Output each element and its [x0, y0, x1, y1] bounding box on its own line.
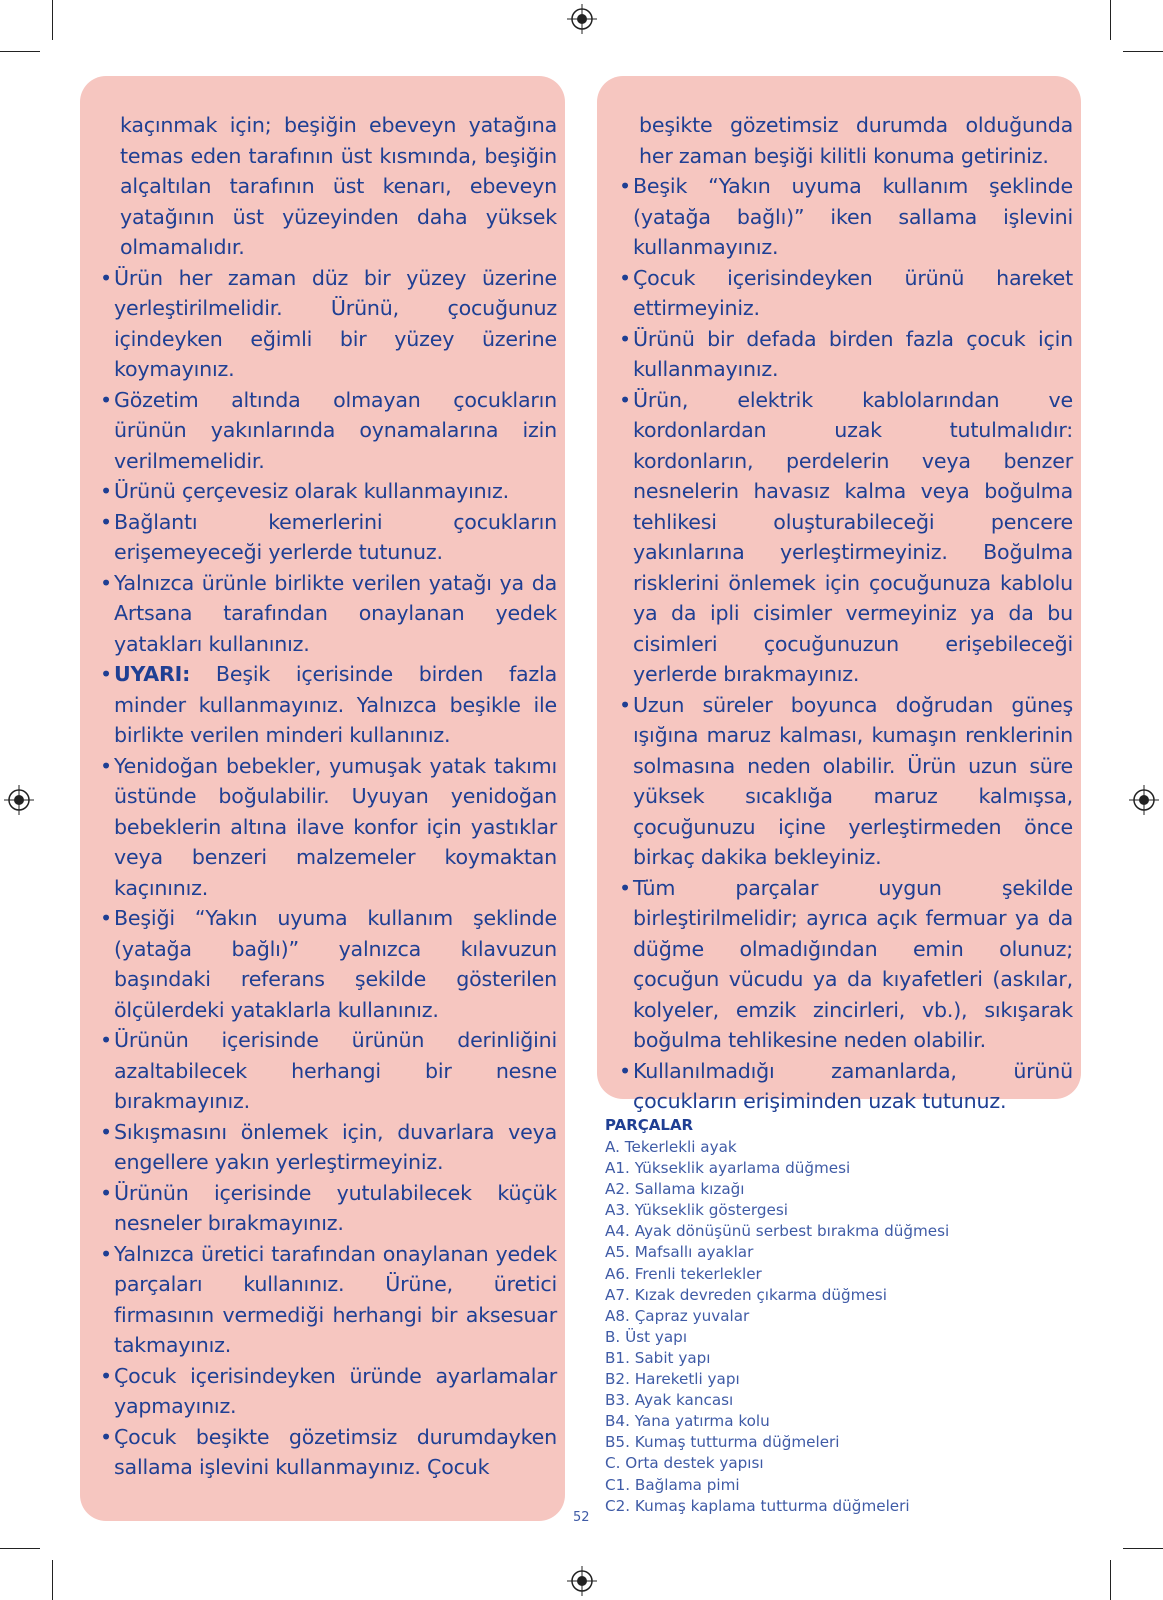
- warning-item: • Yalnızca üretici tarafından onaylanan yedek parçaları kullanınız. Ürüne, üretici firmasının vermediği herhangi bir aksesuar takmayınız.: [98, 1239, 557, 1361]
- warning-item: • Ürünü bir defada birden fazla çocuk için kullanmayınız.: [617, 324, 1073, 385]
- warning-item: • Ürünü çerçevesiz olarak kullanmayınız.: [98, 476, 557, 507]
- crop-mark: [52, 1560, 53, 1600]
- parts-heading: PARÇALAR: [605, 1116, 694, 1134]
- crop-mark: [1123, 1548, 1163, 1549]
- part-item: A1. Yükseklik ayarlama düğmesi: [605, 1159, 851, 1178]
- page-number: 52: [573, 1510, 590, 1525]
- part-item: A. Tekerlekli ayak: [605, 1138, 737, 1156]
- warning-item: • Ürünün içerisinde yutulabilecek küçük nesneler bırakmayınız.: [98, 1178, 557, 1239]
- warning-item: • Çocuk içerisindeyken üründe ayarlamalar yapmayınız.: [98, 1361, 557, 1422]
- registration-mark-icon: [567, 1566, 597, 1596]
- warning-item: beşikte gözetimsiz durumda olduğunda her zaman beşiği kilitli konuma getiriniz.: [639, 113, 1073, 168]
- warning-item: • UYARI: Beşik içerisinde birden fazla minder kullanmayınız. Yalnızca beşikle ile birlikte verilen minderi kullanınız.: [98, 659, 557, 751]
- crop-mark: [1110, 0, 1111, 40]
- part-item: B2. Hareketli yapı: [605, 1370, 740, 1389]
- part-item: C1. Bağlama pimi: [605, 1475, 740, 1494]
- part-item: A4. Ayak dönüşünü serbest bırakma düğmesi: [605, 1222, 950, 1241]
- warning-item: • Yenidoğan bebekler, yumuşak yatak takımı üstünde boğulabilir. Uyuyan yenidoğan bebeklerin altına ilave konfor için yastıklar veya benzeri malzemeler koymaktan kaçınınız.: [98, 751, 557, 904]
- part-item: A8. Çapraz yuvalar: [605, 1306, 750, 1325]
- warning-item: • Kullanılmadığı zamanlarda, ürünü çocukların erişiminden uzak tutunuz.: [617, 1056, 1073, 1117]
- warnings-list-right: [617, 110, 1073, 1117]
- part-item: A7. Kızak devreden çıkarma düğmesi: [605, 1285, 887, 1304]
- warning-item: • Yalnızca ürünle birlikte verilen yatağı ya da Artsana tarafından onaylanan yedek yatakları kullanınız.: [98, 568, 557, 660]
- part-item: C2. Kumaş kaplama tutturma düğmeleri: [605, 1496, 910, 1515]
- part-item: B4. Yana yatırma kolu: [605, 1412, 770, 1431]
- registration-mark-icon: [1129, 785, 1159, 815]
- part-item: B. Üst yapı: [605, 1327, 688, 1346]
- part-item: C. Orta destek yapısı: [605, 1454, 764, 1473]
- warnings-list-left: [98, 110, 557, 1483]
- warning-item: kaçınmak için; beşiğin ebeveyn yatağına temas eden tarafının üst kısmında, beşiğin alçaltılan tarafının üst kenarı, ebeveyn yatağının üst yüzeyinden daha yüksek olmamalıdır.: [120, 113, 557, 259]
- part-item: A3. Yükseklik göstergesi: [605, 1201, 789, 1220]
- part-item: B3. Ayak kancası: [605, 1391, 734, 1410]
- registration-mark-icon: [567, 4, 597, 34]
- part-item: B1. Sabit yapı: [605, 1348, 711, 1367]
- warning-item: • Beşiği “Yakın uyuma kullanım şeklinde (yatağa bağlı)” yalnızca kılavuzun başındaki referans şekilde gösterilen ölçülerdeki yataklarla kullanınız.: [98, 903, 557, 1025]
- warning-item: • Ürün her zaman düz bir yüzey üzerine yerleştirilmelidir. Ürünü, çocuğunuz içindeyken eğimli bir yüzey üzerine koymayınız.: [98, 263, 557, 385]
- part-item: A6. Frenli tekerlekler: [605, 1264, 762, 1283]
- warning-item: • Tüm parçalar uygun şekilde birleştirilmelidir; ayrıca açık fermuar ya da düğme olmadığından emin olunuz; çocuğun vücudu ya da kıyafetleri (askılar, kolyeler, emzik zincirleri, vb.), sıkışarak boğulma tehlikesine neden olabilir.: [617, 873, 1073, 1056]
- warning-item: • Sıkışmasını önlemek için, duvarlara veya engellere yakın yerleştirmeyiniz.: [98, 1117, 557, 1178]
- warning-item: • Ürünün içerisinde ürünün derinliğini azaltabilecek herhangi bir nesne bırakmayınız.: [98, 1025, 557, 1117]
- crop-mark: [0, 51, 40, 52]
- warning-item: • Çocuk beşikte gözetimsiz durumdayken sallama işlevini kullanmayınız. Çocuk: [98, 1422, 557, 1483]
- part-item: A2. Sallama kızağı: [605, 1180, 745, 1199]
- part-item: B5. Kumaş tutturma düğmeleri: [605, 1433, 840, 1452]
- crop-mark: [1110, 1560, 1111, 1600]
- crop-mark: [0, 1548, 40, 1549]
- warning-item: • Bağlantı kemerlerini çocukların erişemeyeceği yerlerde tutunuz.: [98, 507, 557, 568]
- warning-item: • Beşik “Yakın uyuma kullanım şeklinde (yatağa bağlı)” iken sallama işlevini kullanmayınız.: [617, 171, 1073, 263]
- warning-item: • Çocuk içerisindeyken ürünü hareket ettirmeyiniz.: [617, 263, 1073, 324]
- warning-item: • Ürün, elektrik kablolarından ve kordonlardan uzak tutulmalıdır: kordonların, perdelerin veya benzer nesnelerin havasız kalma veya boğulma tehlikesi oluşturabileceği pencere yakınlarına yerleştirmeyiniz. Boğulma risklerini önlemek için çocuğunuza kablolu ya da ipli cisimler vermeyiniz ya da bu cisimleri çocuğunuzun erişebileceği yerlerde bırakmayınız.: [617, 385, 1073, 690]
- warnings-panel-left: [80, 76, 565, 1521]
- parts-list: [605, 1137, 949, 1517]
- crop-mark: [1123, 51, 1163, 52]
- crop-mark: [52, 0, 53, 40]
- part-item: A5. Mafsallı ayaklar: [605, 1243, 754, 1262]
- warnings-panel-right: [597, 76, 1081, 1113]
- warning-item: • Uzun süreler boyunca doğrudan güneş ışığına maruz kalması, kumaşın renklerinin solmasına neden olabilir. Ürün uzun süre yüksek sıcaklığa maruz kalmışsa, çocuğunuzu içine yerleştirmeden önce birkaç dakika bekleyiniz.: [617, 690, 1073, 873]
- warning-item: • Gözetim altında olmayan çocukların ürünün yakınlarında oynamalarına izin verilmemelidir.: [98, 385, 557, 477]
- warning-label: UYARI:: [114, 662, 191, 686]
- registration-mark-icon: [4, 785, 34, 815]
